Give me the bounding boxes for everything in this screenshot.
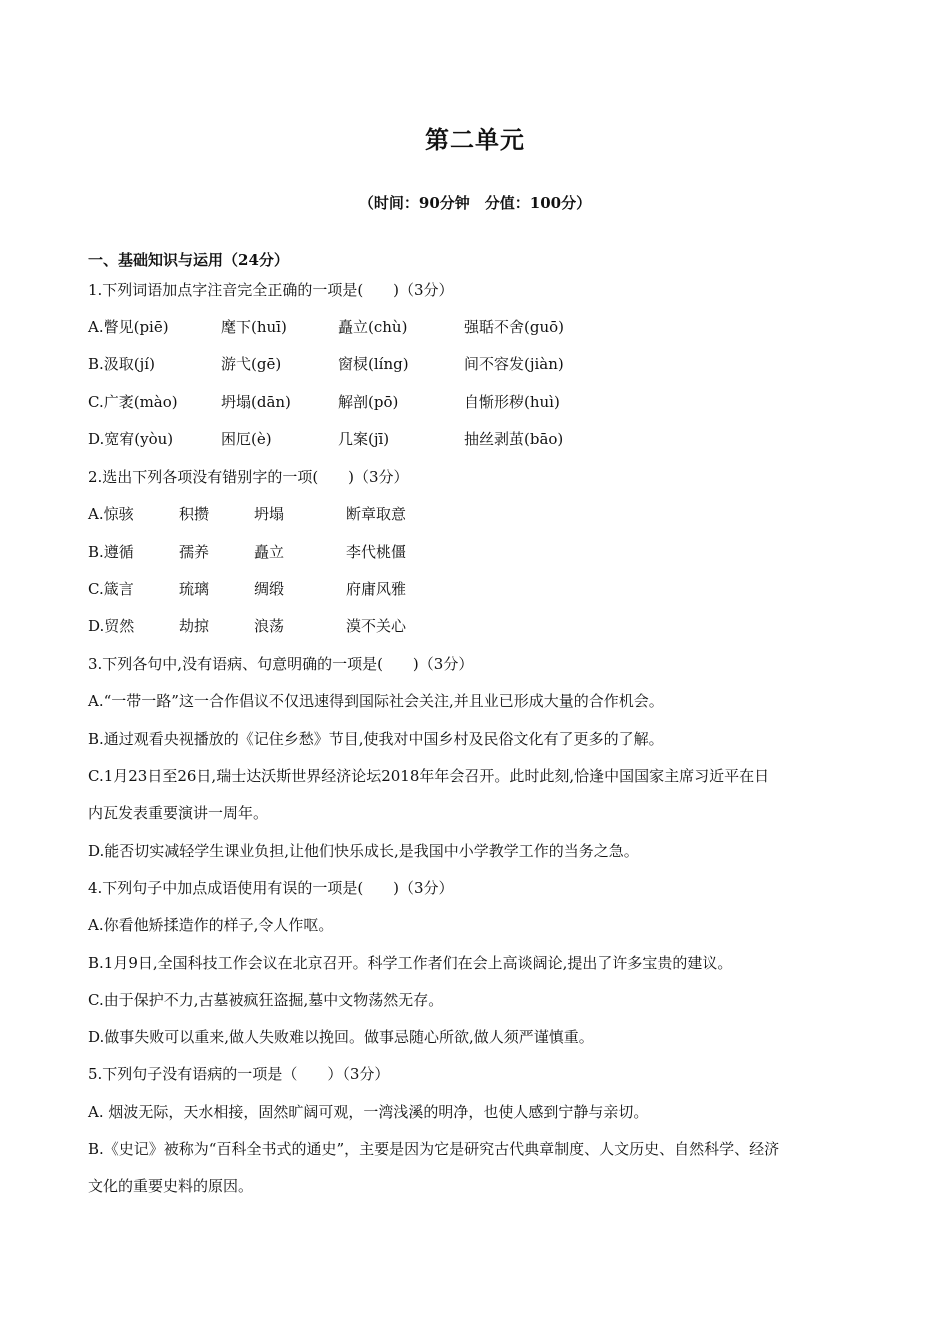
option-term: C.广袤(mào) <box>88 393 178 411</box>
question-2-option-c <box>88 578 868 598</box>
question-5-option-b: B.《史记》被称为“百科全书式的通史”，主要是因为它是研究古代典章制度、人文历史、自然科学、经济 <box>88 1140 780 1158</box>
option-term: 坍塌(dān) <box>221 393 291 411</box>
option-term: 窗棂(líng) <box>338 355 409 373</box>
option-term: B.遵循 <box>88 543 134 561</box>
question-5-option-a: A. 烟波无际，天水相接，固然旷阔可观，一湾浅溪的明净，也使人感到宁静与亲切。 <box>88 1103 649 1121</box>
option-term: 困厄(è) <box>221 430 272 448</box>
option-term: 解剖(pō) <box>338 393 399 411</box>
option-term: 琉璃 <box>179 580 210 598</box>
question-5-stem: 5.下列句子没有语病的一项是（ ）（3分） <box>88 1065 390 1083</box>
option-term: 间不容发(jiàn) <box>464 355 564 373</box>
option-term: 劫掠 <box>179 617 210 635</box>
option-term: 府庸风雅 <box>346 580 407 598</box>
option-term: 游弋(gē) <box>221 355 282 373</box>
option-term: 断章取意 <box>346 505 407 523</box>
exam-info: （时间：90分钟 分值：100分） <box>358 194 592 212</box>
question-4-option-b: B.1月9日,全国科技工作会议在北京召开。科学工作者们在会上高谈阔论,提出了许多宝贵的建议。 <box>88 954 733 972</box>
option-term: 积攒 <box>179 505 210 523</box>
option-term: 麾下(huī) <box>221 318 287 336</box>
option-term: 抽丝剥茧(bāo) <box>464 430 564 448</box>
option-term: C.箴言 <box>88 580 134 598</box>
question-1-option-c <box>88 391 868 411</box>
option-term: B.汲取(jí) <box>88 355 155 373</box>
question-2-stem: 2.选出下列各项没有错别字的一项( )（3分） <box>88 468 409 486</box>
question-1-stem: 1.下列词语加点字注音完全正确的一项是( )（3分） <box>88 281 454 299</box>
question-3-stem: 3.下列各句中,没有语病、句意明确的一项是( )（3分） <box>88 655 474 673</box>
question-1-option-d <box>88 428 868 448</box>
question-2-option-d <box>88 615 868 635</box>
question-3-option-c-cont: 内瓦发表重要演讲一周年。 <box>88 804 269 822</box>
option-term: D.贸然 <box>88 617 135 635</box>
option-term: 矗立(chù) <box>338 318 408 336</box>
question-3-option-a: A.“一带一路”这一合作倡议不仅迅速得到国际社会关注,并且业已形成大量的合作机会。 <box>88 692 664 710</box>
option-term: 孺养 <box>179 543 210 561</box>
question-1-option-b <box>88 353 868 373</box>
question-3-option-c: C.1月23日至26日,瑞士达沃斯世界经济论坛2018年年会召开。此时此刻,恰逢中国国家主席习近平在日 <box>88 767 770 785</box>
option-term: 浪荡 <box>254 617 285 635</box>
question-4-option-d: D.做事失败可以重来,做人失败难以挽回。做事忌随心所欲,做人须严谨慎重。 <box>88 1028 594 1046</box>
option-term: 绸缎 <box>254 580 285 598</box>
question-4-option-a: A.你看他矫揉造作的样子,令人作呕。 <box>88 916 334 934</box>
page-title: 第二单元 <box>425 125 525 154</box>
question-2-option-a <box>88 503 868 523</box>
option-term: 漠不关心 <box>346 617 407 635</box>
option-term: 强聒不舍(guō) <box>464 318 564 336</box>
option-term: 矗立 <box>254 543 285 561</box>
option-term: D.宽宥(yòu) <box>88 430 174 448</box>
question-3-option-d: D.能否切实减轻学生课业负担,让他们快乐成长,是我国中小学教学工作的当务之急。 <box>88 842 639 860</box>
option-term: A.瞥见(piē) <box>88 318 169 336</box>
question-3-option-b: B.通过观看央视播放的《记住乡愁》节目,使我对中国乡村及民俗文化有了更多的了解。 <box>88 730 664 748</box>
question-4-stem: 4.下列句子中加点成语使用有误的一项是( )（3分） <box>88 879 454 897</box>
option-term: 坍塌 <box>254 505 285 523</box>
question-1-option-a <box>88 316 868 336</box>
option-term: 自惭形秽(huì) <box>464 393 560 411</box>
option-term: 几案(jī) <box>338 430 390 448</box>
option-term: A.惊骇 <box>88 505 134 523</box>
option-term: 李代桃僵 <box>346 543 407 561</box>
section-heading: 一、基础知识与运用（24分） <box>88 251 289 269</box>
question-2-option-b <box>88 541 868 561</box>
question-4-option-c: C.由于保护不力,古墓被疯狂盗掘,墓中文物荡然无存。 <box>88 991 444 1009</box>
question-5-option-b-cont: 文化的重要史料的原因。 <box>88 1177 254 1195</box>
